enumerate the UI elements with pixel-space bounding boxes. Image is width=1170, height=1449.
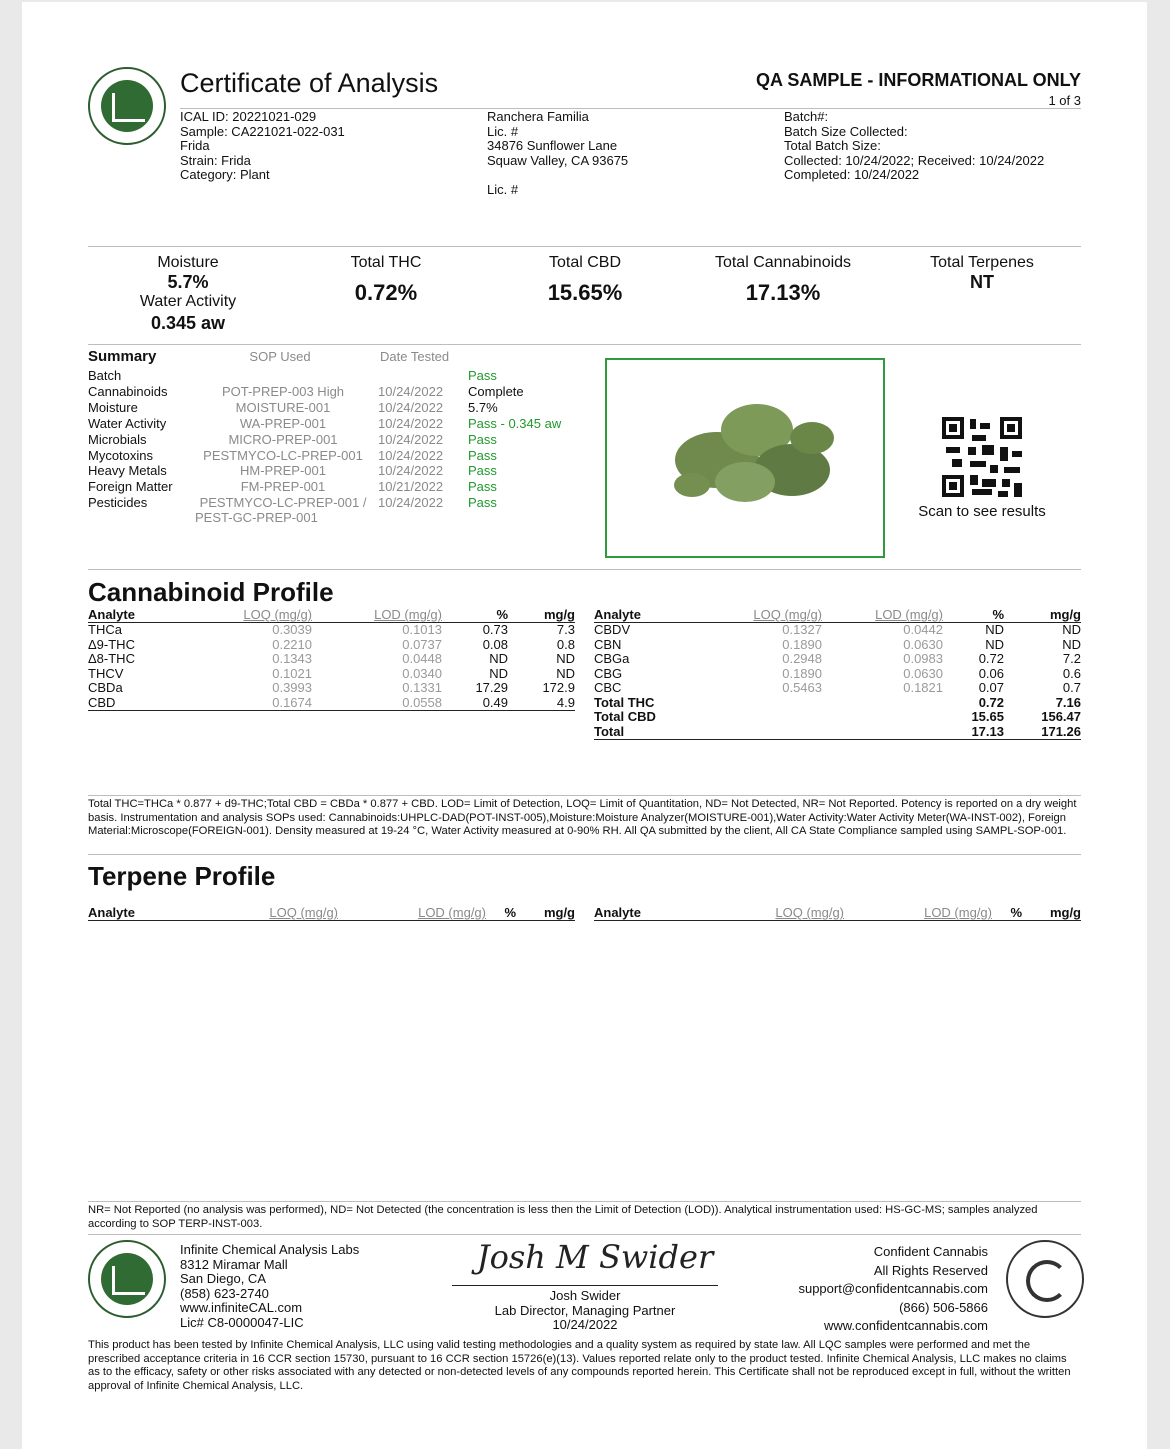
cc-phone: (866) 506-5866 (899, 1299, 988, 1315)
terpene-table-right (594, 906, 1081, 921)
summary-row (88, 495, 588, 511)
analyte-name: CBDa (88, 680, 123, 695)
lab-contact (180, 1243, 359, 1330)
percent-value: 0.72 (978, 651, 1004, 666)
summary-date: 10/24/2022 (378, 463, 444, 479)
col-lod: LOD (mg/g) (312, 608, 442, 623)
thc-metric (286, 254, 486, 306)
analyte-name: THCa (88, 622, 122, 637)
summary-result: Pass (468, 431, 497, 447)
col-percent: % (442, 608, 508, 623)
analyte-row (88, 623, 575, 638)
moisture-metric (88, 254, 288, 334)
summary-row (88, 448, 588, 464)
client-lic: Lic. # (487, 123, 519, 139)
loq-value: 0.1890 (782, 636, 822, 652)
lod-value: 0.0737 (402, 636, 442, 652)
lod-value: 0.0630 (903, 636, 943, 652)
col-percent: % (992, 906, 1022, 921)
qr-code[interactable] (942, 417, 1022, 497)
lab-logo (88, 1240, 166, 1318)
signature-line (452, 1285, 718, 1286)
total-row (594, 696, 1081, 711)
page-title: Certificate of Analysis (180, 68, 439, 98)
analyte-row (88, 696, 575, 711)
mgg-value: 7.3 (556, 622, 575, 637)
cannabinoid-table-right (594, 608, 1081, 740)
summary-sop: PESTMYCO-LC-PREP-001 / (199, 495, 367, 511)
summary-sop: FM-PREP-001 (240, 479, 326, 495)
lod-value: 0.0630 (903, 665, 943, 681)
terpenes-metric (882, 254, 1082, 293)
total-name: Total THC (594, 694, 655, 710)
summary-row (88, 368, 588, 384)
summary-row (88, 463, 588, 479)
summary-sop: POT-PREP-003 High (221, 383, 345, 399)
terpenes-label: Total Terpenes (930, 254, 1034, 271)
col-mgg: mg/g (508, 608, 575, 623)
summary-title: Summary (88, 348, 157, 365)
analyte-row (88, 667, 575, 682)
col-percent: % (943, 608, 1004, 623)
analyte-name: CBG (594, 665, 623, 681)
analyte-name: CBGa (594, 651, 630, 666)
divider (88, 344, 1081, 345)
mgg-value: 0.8 (556, 636, 575, 652)
col-analyte: Analyte (88, 608, 208, 623)
col-mgg: mg/g (516, 906, 575, 921)
divider (88, 1234, 1081, 1235)
lab-license: Lic# C8-0000047-LIC (180, 1314, 304, 1330)
total-percent: 17.13 (943, 725, 1004, 740)
signer-info (452, 1289, 718, 1333)
thc-label: Total THC (350, 254, 422, 271)
collected-received: Collected: 10/24/2022; Received: 10/24/2022 (784, 152, 1045, 168)
col-analyte: Analyte (594, 906, 734, 921)
summary-result: Pass (468, 479, 497, 495)
lab-website: www.infiniteCAL.com (180, 1300, 303, 1315)
sample-info (180, 110, 345, 183)
summary-sop: MOISTURE-001 (235, 399, 331, 415)
loq-value: 0.3039 (272, 622, 312, 637)
loq-value: 0.5463 (782, 680, 822, 695)
client-name: Ranchera Familia (487, 109, 589, 124)
lod-value: 0.1821 (903, 680, 943, 695)
col-loq: LOQ (mg/g) (208, 608, 312, 623)
summary-result: Pass - 0.345 aw (468, 415, 562, 431)
total-percent: 0.72 (978, 694, 1004, 710)
lab-address-2: San Diego, CA (180, 1271, 266, 1286)
batch-info (784, 110, 1044, 183)
summary-result: Pass (468, 368, 497, 383)
lab-phone: (858) 623-2740 (180, 1285, 269, 1301)
lab-address-1: 8312 Miramar Mall (180, 1256, 288, 1272)
qa-notice: QA SAMPLE - INFORMATIONAL ONLY (755, 70, 1081, 90)
summary-date-header: Date Tested (380, 349, 450, 364)
col-analyte: Analyte (88, 906, 228, 921)
summary-test-name: Microbials (88, 431, 147, 447)
summary-test-name: Heavy Metals (88, 463, 167, 479)
summary-date: 10/24/2022 (378, 399, 444, 415)
percent-value: ND (489, 665, 508, 681)
confident-info (760, 1243, 988, 1336)
divider (88, 1201, 1081, 1202)
sample-name: Frida (180, 138, 210, 153)
summary-test-name: Cannabinoids (88, 383, 168, 399)
cannabinoid-footnote: Total THC=THCa * 0.877 + d9-THC;Total CBD = CBDa * 0.877 + CBD. LOD= Limit of Detection, LOQ= Limit of Quantitation, ND= Not Detected, NR= Not Reported. Potency is reported on a dry weight basis. Instrumentation and analysis SOPs used: Cannabinoids:UHPLC-DAD(POT-INST-005),Moisture:Moisture Analyzer(MOISTURE-001),Water Activity:Water Activity Meter(WA-INST-002), Foreign Material:Microscope(FOREIGN-001). Density measured at 19-24 °C, Water Activity measured at 0-90% RH. All QA submitted by the client, All CA State Compliance sampled using SAMPL-SOP-001. (88, 798, 1077, 837)
thc-value: 0.72% (354, 280, 418, 305)
analyte-row (594, 623, 1081, 638)
cc-name: Confident Cannabis (873, 1244, 988, 1259)
col-mgg: mg/g (1022, 906, 1081, 921)
mgg-value: 0.7 (1062, 680, 1081, 695)
analyte-name: CBDV (594, 622, 631, 637)
percent-value: 0.07 (978, 680, 1004, 695)
terpene-footnote: NR= Not Reported (no analysis was performed), ND= Not Detected (the concentration is less then the Limit of Detection (LOD)). Analytical instrumentation used: HS-GC-MS; samples analyzed according to SOP TERP-INST-003. (88, 1204, 1038, 1230)
cannabinoids-label: Total Cannabinoids (714, 254, 852, 271)
client-info (487, 110, 628, 197)
summary-row (88, 479, 588, 495)
summary-row (88, 432, 588, 448)
lab-logo (88, 67, 166, 145)
analyte-row (88, 652, 575, 667)
analyte-row (594, 681, 1081, 696)
summary-row (88, 416, 588, 432)
summary-sop: WA-PREP-001 (239, 415, 327, 431)
summary-test-name: Foreign Matter (88, 479, 173, 495)
percent-value: 0.49 (442, 696, 508, 711)
analyte-row (594, 638, 1081, 653)
cc-email: support@confidentcannabis.com (798, 1281, 988, 1296)
col-lod: LOD (mg/g) (844, 906, 992, 921)
total-row (594, 710, 1081, 725)
strain: Strain: Frida (180, 152, 251, 168)
total-mgg: 7.16 (1055, 694, 1081, 710)
analyte-name: CBN (594, 636, 622, 652)
signer-title: Lab Director, Managing Partner (494, 1302, 676, 1318)
col-mgg: mg/g (1004, 608, 1081, 623)
cbd-label: Total CBD (548, 254, 622, 271)
client-lic-2: Lic. # (487, 181, 519, 197)
lod-value: 0.0448 (402, 651, 442, 666)
analyte-row (594, 667, 1081, 682)
terpene-table-left (88, 906, 575, 921)
summary-test-name: Mycotoxins (88, 447, 154, 463)
cannabinoid-table-left (88, 608, 575, 711)
lod-value: 0.0442 (903, 622, 943, 637)
percent-value: 0.06 (978, 665, 1004, 681)
summary-date: 10/24/2022 (378, 415, 444, 431)
summary-sop: MICRO-PREP-001 (228, 431, 338, 447)
product-photo (605, 358, 885, 558)
moisture-label: Moisture (157, 254, 219, 271)
percent-value: 17.29 (475, 680, 508, 695)
percent-value: ND (985, 636, 1004, 652)
lod-value: 0.0558 (312, 696, 442, 711)
percent-value: 0.08 (482, 636, 508, 652)
total-batch-size: Total Batch Size: (784, 138, 881, 153)
loq-value: 0.2210 (272, 636, 312, 652)
col-loq: LOQ (mg/g) (734, 906, 844, 921)
signer-date: 10/24/2022 (552, 1317, 618, 1332)
batch-size-collected: Batch Size Collected: (784, 123, 908, 139)
analyte-name: THCV (88, 665, 124, 681)
summary-date: 10/21/2022 (378, 479, 444, 495)
lab-name: Infinite Chemical Analysis Labs (180, 1242, 360, 1257)
lod-value: 0.1013 (402, 622, 442, 637)
summary-result: Complete (468, 383, 524, 399)
category: Category: Plant (180, 167, 270, 182)
loq-value: 0.1890 (782, 665, 822, 681)
divider (88, 246, 1081, 247)
col-percent: % (486, 906, 516, 921)
loq-value: 0.1674 (208, 696, 312, 711)
summary-row (88, 400, 588, 416)
summary-test-name: Batch (88, 368, 122, 383)
lod-value: 0.1331 (402, 680, 442, 695)
client-address-2: Squaw Valley, CA 93675 (487, 152, 629, 168)
summary-result: Pass (468, 495, 497, 511)
summary-date: 10/24/2022 (378, 383, 444, 399)
mgg-value: ND (556, 665, 575, 681)
analyte-row (594, 652, 1081, 667)
summary-test-name: Pesticides (88, 495, 148, 511)
col-lod: LOD (mg/g) (338, 906, 486, 921)
analyte-name: Δ8-THC (88, 651, 135, 666)
col-loq: LOQ (mg/g) (714, 608, 822, 623)
total-mgg: 156.47 (1041, 709, 1081, 724)
summary-sop: PESTMYCO-LC-PREP-001 (203, 447, 363, 463)
signature: Josh M Swider (476, 1238, 714, 1276)
col-loq: LOQ (mg/g) (228, 906, 338, 921)
total-percent: 15.65 (971, 709, 1004, 724)
cannabinoids-metric (683, 254, 883, 306)
mgg-value: ND (1062, 636, 1081, 652)
loq-value: 0.2948 (782, 651, 822, 666)
total-name: Total CBD (594, 709, 656, 724)
percent-value: 0.73 (482, 622, 508, 637)
summary-sop-header: SOP Used (249, 349, 311, 364)
completed: Completed: 10/24/2022 (784, 167, 920, 182)
water-activity-value: 0.345 aw (150, 313, 226, 333)
cc-rights: All Rights Reserved (873, 1262, 988, 1278)
mgg-value: ND (556, 651, 575, 666)
sample-id: Sample: CA221021-022-031 (180, 123, 345, 139)
ical-id: ICAL ID: 20221021-029 (180, 109, 317, 124)
analyte-row (88, 638, 575, 653)
batch-number: Batch#: (784, 109, 829, 124)
sop-continued: PEST-GC-PREP-001 (195, 510, 318, 525)
moisture-value: 5.7% (167, 272, 209, 292)
page-number: 1 of 3 (1048, 93, 1081, 108)
analyte-name: CBC (594, 680, 622, 695)
summary-result: Pass (468, 463, 497, 479)
disclaimer: This product has been tested by Infinite Chemical Analysis, LLC using valid testing methodologies and a quality system as required by state law. All LQC samples were performed and met the prescribed acceptance criteria in 16 CCR section 15730, pursuant to 16 CCR section 15726(e)(13). Values reported relate only to the product tested. Infinite Chemical Analysis, LLC makes no claims as to the efficacy, safety or other risks associated with any detected or non-detected levels of any compounds reported herein. This Certificate shall not be reproduced except in full, without the written approval of Infinite Chemical Analysis, LLC. (88, 1339, 1071, 1392)
terpene-title: Terpene Profile (88, 861, 276, 891)
summary-sop: HM-PREP-001 (240, 463, 326, 479)
mgg-value: 4.9 (508, 696, 575, 711)
loq-value: 0.1327 (782, 622, 822, 637)
percent-value: ND (985, 622, 1004, 637)
divider (88, 795, 1081, 796)
cbd-value: 15.65% (547, 280, 623, 305)
total-row (594, 725, 1081, 740)
mgg-value: 0.6 (1062, 665, 1081, 681)
total-name: Total (594, 725, 714, 740)
confident-cannabis-seal (1006, 1240, 1084, 1318)
divider (88, 569, 1081, 570)
total-mgg: 171.26 (1004, 725, 1081, 740)
col-lod: LOD (mg/g) (822, 608, 943, 623)
summary-test-name: Water Activity (88, 415, 167, 431)
cannabinoids-value: 17.13% (745, 280, 821, 305)
signer-name: Josh Swider (549, 1288, 621, 1303)
divider (88, 854, 1081, 855)
loq-value: 0.3993 (272, 680, 312, 695)
summary-test-name: Moisture (88, 399, 138, 415)
summary-result: 5.7% (468, 399, 498, 415)
lod-value: 0.0983 (903, 651, 943, 666)
cc-website: www.confidentcannabis.com (823, 1318, 988, 1333)
water-activity-label: Water Activity (139, 293, 237, 310)
summary-row (88, 384, 588, 400)
cbd-metric (485, 254, 685, 306)
mgg-value: 172.9 (542, 680, 575, 695)
col-analyte: Analyte (594, 608, 714, 623)
analyte-row (88, 681, 575, 696)
mgg-value: 7.2 (1062, 651, 1081, 666)
loq-value: 0.1021 (272, 665, 312, 681)
analyte-name: CBD (88, 696, 208, 711)
client-address-1: 34876 Sunflower Lane (487, 138, 618, 153)
cannabinoid-title: Cannabinoid Profile (88, 577, 334, 607)
summary-date: 10/24/2022 (378, 495, 444, 511)
summary-result: Pass (468, 447, 497, 463)
lod-value: 0.0340 (402, 665, 442, 681)
analyte-name: Δ9-THC (88, 636, 135, 652)
mgg-value: ND (1062, 622, 1081, 637)
loq-value: 0.1343 (272, 651, 312, 666)
summary-date: 10/24/2022 (378, 447, 444, 463)
summary-date: 10/24/2022 (378, 431, 444, 447)
percent-value: ND (489, 651, 508, 666)
qr-caption: Scan to see results (918, 503, 1046, 520)
terpenes-value: NT (970, 272, 994, 292)
